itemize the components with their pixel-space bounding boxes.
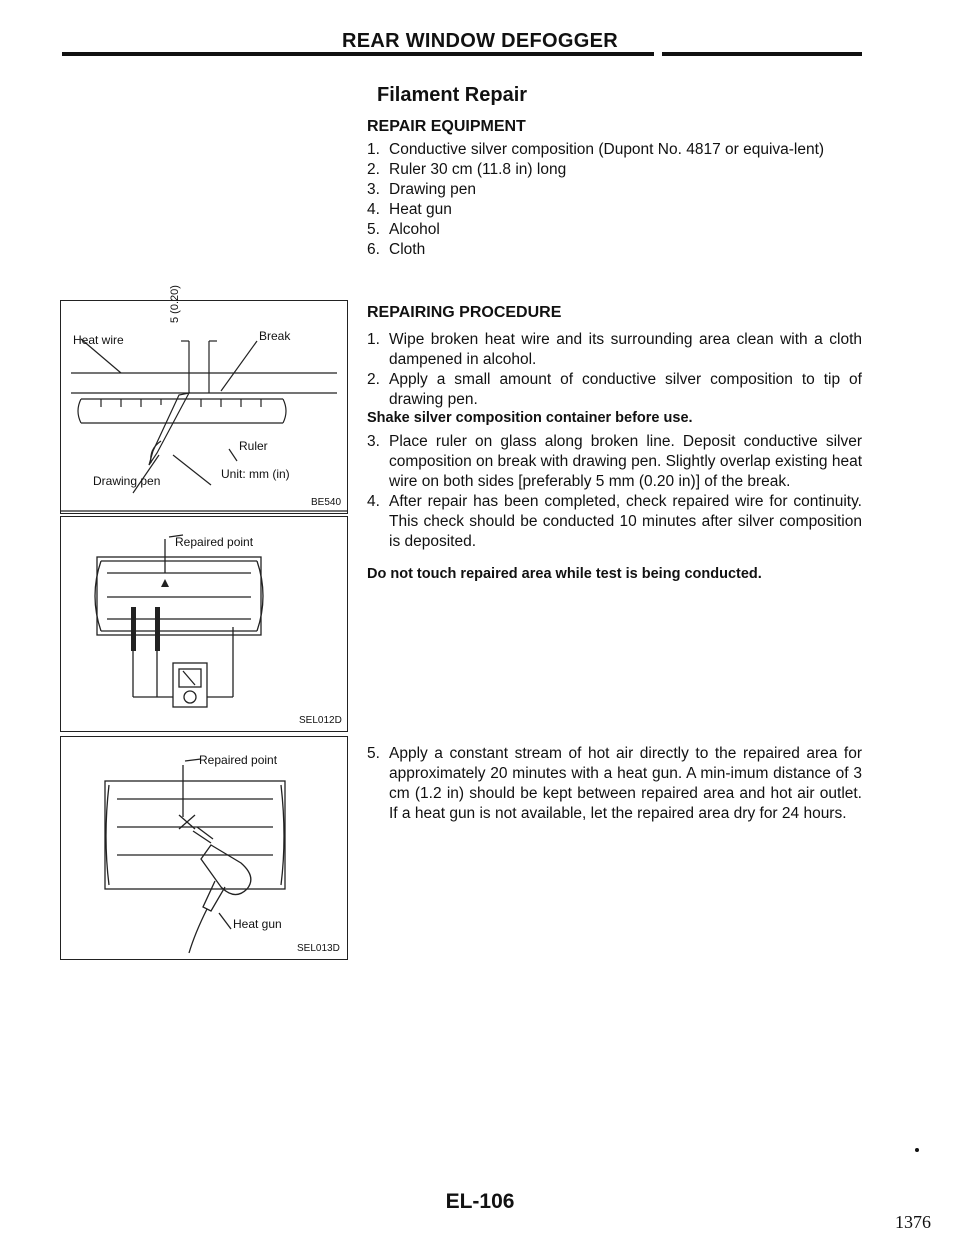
repair-equipment-heading: REPAIR EQUIPMENT	[367, 118, 526, 135]
list-item: 5. Alcohol	[367, 221, 440, 238]
label-unit: Unit: mm (in)	[221, 467, 290, 481]
section-title: Filament Repair	[377, 84, 528, 106]
label-ruler: Ruler	[239, 439, 268, 453]
page-dot	[915, 1148, 919, 1152]
list-item: 4. After repair has been completed, check repaired wire for continuity. This check should be conducted 10 minutes after silver composition is deposited.	[367, 493, 862, 550]
label-dim-left: 5 (0.20)	[169, 285, 181, 323]
figure2-drawing	[61, 517, 347, 731]
label-break: Break	[259, 329, 291, 343]
list-item: 1. Wipe broken heat wire and its surrounding area clean with a cloth dampened in alcohol.	[367, 331, 862, 368]
page-label: EL-106	[445, 1190, 515, 1213]
label-heat-wire: Heat wire	[73, 333, 124, 347]
caution-shake: Shake silver composition container before use.	[367, 410, 693, 426]
procedure-list-b	[367, 432, 862, 552]
list-item: 4. Heat gun	[367, 201, 452, 218]
label-repaired-point: Repaired point	[199, 753, 278, 767]
figure1-code: BE540	[311, 497, 342, 508]
figure2-code: SEL012D	[299, 715, 342, 726]
caution-do-not-touch: Do not touch repaired area while test is being conducted.	[367, 566, 762, 582]
page-header-title: REAR WINDOW DEFOGGER	[342, 30, 618, 52]
page-number: 1376	[895, 1212, 931, 1232]
list-item: 3. Drawing pen	[367, 181, 477, 198]
label-drawing-pen: Drawing pen	[93, 474, 161, 488]
list-item: 2. Ruler 30 cm (11.8 in) long	[367, 161, 567, 178]
procedure-list-a	[367, 330, 862, 410]
list-item: 5. Apply a constant stream of hot air directly to the repaired area for approximately 20 minutes with a heat gun. A min-imum distance of 3 cm (1.2 in) should be kept between repaired area and hot air outlet. If a heat gun is not available, let the repaired area dry for 24 hours.	[367, 745, 862, 822]
repair-equipment-list	[367, 140, 862, 260]
figure3-drawing	[61, 737, 347, 959]
label-repaired-point: Repaired point	[175, 535, 254, 549]
list-item: 3. Place ruler on glass along broken line. Deposit conductive silver composition on break with drawing pen. Slightly overlap existing heat wire on both sides [preferably 5 mm (0.20 in)] of the break.	[367, 433, 863, 490]
figure-heat-wire-repair	[60, 285, 348, 514]
figure3-code: SEL013D	[297, 943, 340, 954]
figure-continuity-check	[60, 516, 348, 732]
repairing-procedure-heading: REPAIRING PROCEDURE	[367, 304, 562, 321]
list-item: 1. Conductive silver composition (Dupont No. 4817 or equiva-lent)	[367, 141, 825, 158]
label-heat-gun: Heat gun	[233, 917, 282, 931]
figure-heat-gun-drying	[60, 736, 348, 960]
header-rule-right	[662, 52, 862, 56]
procedure-list-c	[367, 744, 862, 824]
header-rule-left	[62, 52, 654, 56]
list-item: 6. Cloth	[367, 241, 426, 258]
list-item: 2. Apply a small amount of conductive silver composition to tip of drawing pen.	[367, 371, 862, 408]
